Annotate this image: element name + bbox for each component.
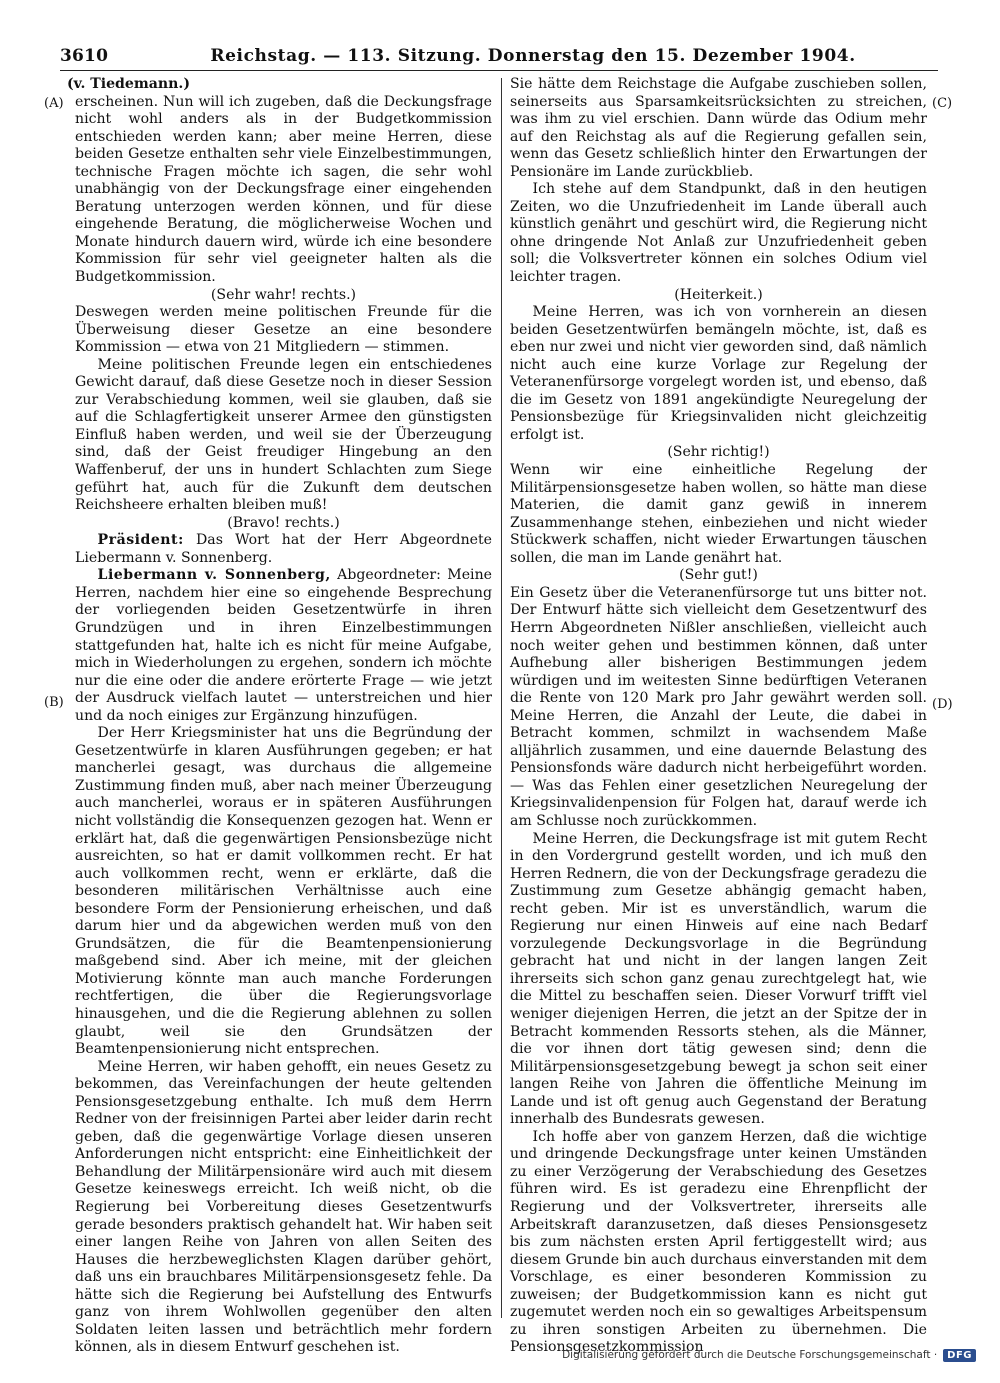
digitization-credit	[562, 1346, 976, 1364]
running-title: Reichstag. — 113. Sitzung. Donnerstag den 15. Dezember 1904.	[210, 46, 856, 66]
speaker-paragraph	[75, 567, 492, 725]
margin-marker-a: (A)	[44, 96, 64, 111]
president-label: Präsident:	[97, 532, 184, 549]
column-divider	[501, 78, 502, 1318]
interjection: (Sehr gut!)	[679, 567, 758, 584]
paragraph: Deswegen werden meine politischen Freunde für die Überweisung dieser Gesetze an eine besondere Kommission — etwa von 21 Mitgliedern — stimmen.	[75, 304, 492, 356]
page-header	[60, 40, 938, 71]
left-column	[67, 76, 492, 1357]
page-number: 3610	[60, 46, 109, 66]
paragraph: Ein Gesetz über die Veteranenfürsorge tut uns bitter not. Der Entwurf hätte sich vielleicht dem Gesetzentwurf des Herrn Abgeordneten Nißler anschließen, vielleicht auch noch weiter gehen und bestimmen können, daß unter Aufhebung aller bisherigen Bestimmungen jedem würdigen und im weitesten Sinne bedürftigen Veteranen die Rente von 120 Mark pro Jahr gewährt werden soll. Meine Herren, die Anzahl der Leute, die dabei in Betracht kommen, schmilzt in wachsendem Maße alljährlich zusammen, und eine dauernde Belastung des Pensionsfonds wäre dadurch nicht herbeigeführt worden. — Was das Fehlen einer gesetzlichen Neuregelung der Kriegsinvalidenpension für Folgen hat, darauf werde ich am Schlusse noch zurückkommen.	[510, 584, 927, 829]
speaker-name: Liebermann v. Sonnenberg,	[97, 567, 331, 584]
paragraph: Der Herr Kriegsminister hat uns die Begründung der Gesetzentwürfe in klaren Ausführungen gegeben; er hat mancherlei gesagt, was durchaus die allgemeine Zustimmung finden muß, aber nach meiner Überzeugung auch mancherlei, woraus er in späteren Ausführungen nicht vollständig die Konsequenzen gezogen hat. Wenn er erklärt hat, daß die gegenwärtigen Pensionsbezüge nicht ausreichten, so hat er damit vollkommen recht. Er hat auch vollkommen recht, wenn er erklärte, daß die besonderen militärischen Verhältnisse auch eine besondere Form der Pensionierung erheischen, und daß darum hier und da abgewichen werden muß von den Grundsätzen, die für die Beamtenpensionierung maßgebend sind. Aber ich meine, mit der gleichen Motivierung könnte man auch manche Forderungen rechtfertigen, die über die Regierungsvorlage hinausgehen, und die die Regierung ablehnen zu sollen glaubt, weil sie den Grundsätzen der Beamtenpensionierung nicht entsprechen.	[75, 725, 492, 1058]
interjection: (Heiterkeit.)	[674, 286, 763, 303]
paragraph: Wenn wir eine einheitliche Regelung der Militärpensionsgesetze haben wollen, so hätte man diese Materien, die damit ganz gewiß in innerem Zusammenhange stehen, einbeziehen und nicht wieder Stückwerk schaffen, nicht wieder Erwartungen täuschen sollen, die man im Lande genährt hat.	[510, 462, 927, 566]
margin-marker-d: (D)	[932, 697, 953, 712]
speaker-text: Abgeordneter: Meine Herren, nachdem hier eine so eingehende Besprechung der vorliegenden beiden Gesetzentwürfe in ihren Grundzügen und in ihren Einzelbestimmungen stattgefunden hat, halte ich es nicht für meine Aufgabe, mich in Wiederholungen zu ergehen, sondern ich möchte nur die eine oder die andere erörterte Frage — wie jetzt der Ausdruck vielfach lautet — unterstreichen und hier und da noch einiges zur Ergänzung hinzufügen.	[75, 567, 492, 724]
margin-marker-b: (B)	[44, 695, 64, 710]
paragraph: Meine Herren, was ich von vornherein an diesen beiden Gesetzentwürfen bemängeln möchte, ist, daß es eben nur zwei und nicht vier geworden sind, daß nämlich nicht auch eine kurze Vorlage zur Regelung der Veteranenfürsorge vorgelegt worden ist, und ebenso, daß die im Gesetz von 1891 angekündigte Neuregelung der Pensionsbezüge für Kriegsinvaliden nicht gleichzeitig erfolgt ist.	[510, 304, 927, 443]
paragraph: Ich hoffe aber von ganzem Herzen, daß die wichtige und dringende Deckungsfrage unter keinen Umständen zu einer Verzögerung der Verabschiedung des Gesetzes führen wird. Es ist geradezu eine Ehrenpflicht der Regierung und der Volksvertreter, ihrerseits alle Arbeitskraft daranzusetzen, daß dieses Pensionsgesetz bis zum nächsten ersten April fertiggestellt wird; aus diesem Grunde bin auch durchaus einverstanden mit dem Vorschlage, es einer besonderen Kommission zu zuweisen; der Budgetkommission kann es nicht gut zugemutet werden noch ein so gewaltiges Arbeitspensum zu ihren sonstigen Arbeiten zu übernehmen. Die Pensionsgesetzkommission	[510, 1128, 927, 1356]
president-paragraph	[75, 532, 492, 567]
paragraph: Meine Herren, die Deckungsfrage ist mit gutem Recht in den Vordergrund gestellt worden, und ich muß den Herren Rednern, die von der Deckungsfrage geradezu die Zustimmung zum Gesetze abhängig gemacht haben, recht geben. Mir ist es unverständlich, warum die Regierung nur einen Hinweis auf eine nach Bedarf vorzulegende Deckungsvorlage in die Begründung gebracht hat und nicht in der langen langen Zeit ihrerseits sich schon ganz genau zurechtgelegt hat, wie die Mittel zu beschaffen seien. Dieser Vorwurf trifft viel weniger diejenigen Herren, die jetzt an der Spitze der in Betracht kommenden Ressorts stehen, als die Männer, die vor ihnen dort tätig gewesen sind; denn die Militärpensionsgesetzgebung bewegt ja schon seit einer langen Reihe von Jahren die öffentliche Meinung im Lande und ist oft genug auch Gegenstand der Beratung innerhalb des Bundesrats gewesen.	[510, 830, 927, 1128]
speaker-heading: (v. Tiedemann.)	[67, 76, 190, 92]
paragraph: Ich stehe auf dem Standpunkt, daß in den heutigen Zeiten, wo die Unzufriedenheit im Lande überall auch künstlich genährt und geschürt wird, die Regierung nicht ohne dringende Not Anlaß zur Unzufriedenheit geben soll; die Volksvertreter können ein solches Odium viel leichter tragen.	[510, 181, 927, 286]
margin-marker-c: (C)	[932, 96, 953, 111]
paragraph: erscheinen. Nun will ich zugeben, daß die Deckungsfrage nicht wohl anders als in der Budgetkommission entschieden werden kann; aber meine Herren, diese beiden Gesetze enthalten sehr viele Einzelbestimmungen, technische Fragen möchte ich sagen, die sehr wohl unabhängig von der Deckungsfrage einer eingehenden Beratung unterzogen werden können, und für diese eingehende Beratung, die möglicherweise Wochen und Monate hindurch dauern wird, würde ich eine besondere Kommission für sehr viel geeigneter halten als die Budgetkommission.	[75, 93, 492, 286]
paragraph: Meine Herren, wir haben gehofft, ein neues Gesetz zu bekommen, das Vereinfachungen der heute geltenden Pensionsgesetzgebung enthalte. Ich muß dem Herrn Redner von der freisinnigen Partei aber leider darin recht geben, daß die gegenwärtige Vorlage diesen unseren Anforderungen nicht entspricht: eine Einheitlichkeit der Behandlung der Militärpensionäre wird auch mit diesem Gesetze keineswegs erreicht. Ich weiß nicht, ob die Regierung bei Vorbereitung dieses Gesetzentwurfs gerade besonders praktisch gehandelt hat. Wir haben seit einer langen Reihe von Jahren von allen Seiten des Hauses die herzbeweglichsten Klagen darüber gehört, daß uns ein brauchbares Militärpensionsgesetz fehle. Da hätte sich die Regierung bei Aufstellung des Entwurfs ganz von ihrem Wohlwollen gegenüber den alten Soldaten leiten lassen und beträchtlich mehr fordern können, als in diesem Entwurf geschehen ist.	[75, 1058, 492, 1356]
interjection: (Sehr wahr! rechts.)	[210, 286, 357, 303]
interjection: (Bravo! rechts.)	[227, 514, 340, 531]
dfg-logo: DFG	[943, 1349, 976, 1362]
paragraph: Meine politischen Freunde legen ein entschiedenes Gewicht darauf, daß diese Gesetze noch in dieser Session zur Verabschiedung kommen, weil sie glauben, daß sie auf die Schlagfertigkeit unserer Armee den günstigsten Einfluß haben werden, und weil sie der Überzeugung sind, daß der Geist freudiger Hingebung an den Waffenberuf, der uns in hundert Schlachten zum Siege geführt hat, auch für die Zukunft dem deutschen Reichsheere erhalten bleiben muß!	[75, 356, 492, 514]
interjection: (Sehr richtig!)	[667, 444, 770, 461]
credit-text: Digitalisierung gefördert durch die Deutsche Forschungsgemeinschaft ·	[562, 1349, 938, 1361]
president-text: Das Wort hat der Herr Abgeordnete Liebermann v. Sonnenberg.	[75, 532, 492, 566]
paragraph: Sie hätte dem Reichstage die Aufgabe zuschieben sollen, seinerseits aus Sparsamkeitsrücksichten zu streichen, was ihm zu viel erschien. Dann würde das Odium mehr auf den Reichstag als auf die Regierung gefallen sein, wenn das Gesetz schließlich hinter den Erwartungen der Pensionäre im Lande zurückblieb.	[510, 76, 927, 180]
right-column	[510, 76, 927, 1357]
